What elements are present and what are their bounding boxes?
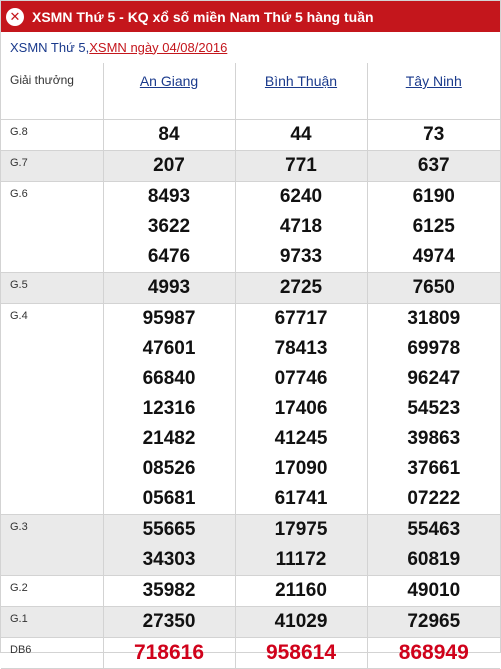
prize-number: 8493: [147, 186, 191, 207]
prize-number: 17406: [274, 398, 328, 419]
result-cell: [103, 304, 235, 515]
result-cell: [235, 151, 367, 182]
prize-number: 37661: [407, 458, 461, 479]
prize-number: 3622: [147, 216, 191, 237]
prize-number: 17090: [274, 458, 328, 479]
table-row: [1, 120, 500, 151]
result-cell: [367, 576, 500, 607]
result-cell: [103, 638, 235, 669]
table-row: [1, 515, 500, 576]
prize-label: G.5: [1, 273, 103, 304]
prize-number: 95987: [142, 308, 196, 329]
result-cell: [103, 120, 235, 151]
prize-label: G.1: [1, 607, 103, 638]
table-row: [1, 151, 500, 182]
prize-number: 4993: [147, 277, 191, 298]
prize-number: 67717: [274, 308, 328, 329]
prize-number: 55665: [142, 519, 196, 540]
prize-label: G.2: [1, 576, 103, 607]
subheader-prefix: XSMN Thứ 5,: [10, 39, 90, 55]
prize-label: DB6: [1, 638, 103, 669]
result-cell: [367, 638, 500, 669]
prize-number: 44: [290, 124, 312, 145]
prize-number: 207: [153, 155, 185, 176]
result-cell: [367, 151, 500, 182]
prize-number: 05681: [142, 488, 196, 509]
result-cell: [235, 515, 367, 576]
lottery-x-logo-icon: ✕: [6, 8, 24, 26]
prize-number: 27350: [142, 611, 196, 632]
prize-number: 41245: [274, 428, 328, 449]
prize-number: 35982: [142, 580, 196, 601]
result-cell: [367, 273, 500, 304]
prize-label: G.3: [1, 515, 103, 576]
province-header-2: [367, 63, 500, 120]
table-row: [1, 576, 500, 607]
result-cell: [367, 182, 500, 273]
table-row: [1, 304, 500, 515]
prize-number: 55463: [407, 519, 461, 540]
prize-number: 61741: [274, 488, 328, 509]
panel-header: [1, 1, 500, 32]
result-cell: [367, 304, 500, 515]
result-cell: [235, 304, 367, 515]
prize-column-header: Giải thưởng: [1, 63, 103, 120]
prize-number: 07746: [274, 368, 328, 389]
prize-number: 41029: [274, 611, 328, 632]
province-link-binh-thuan[interactable]: Bình Thuận: [264, 73, 338, 89]
province-link-an-giang[interactable]: An Giang: [139, 73, 199, 89]
prize-number: 39863: [407, 428, 461, 449]
prize-number: 6190: [412, 186, 455, 207]
results-table: [1, 63, 500, 669]
province-header-0: [103, 63, 235, 120]
prize-number: 69978: [407, 338, 461, 359]
prize-number: 6476: [147, 246, 191, 267]
prize-number: 771: [285, 155, 317, 176]
prize-number: 84: [158, 124, 180, 145]
result-cell: [103, 515, 235, 576]
prize-number: 49010: [407, 580, 461, 601]
prize-number: 72965: [407, 611, 461, 632]
prize-number: 9733: [279, 246, 323, 267]
prize-label: G.6: [1, 182, 103, 273]
prize-number: 31809: [407, 308, 461, 329]
prize-number: 07222: [407, 488, 461, 509]
table-row: [1, 638, 500, 669]
prize-number: 34303: [142, 549, 196, 570]
result-cell: [367, 120, 500, 151]
table-row: [1, 273, 500, 304]
prize-number: 4718: [279, 216, 323, 237]
special-prize-number: 868949: [398, 641, 469, 664]
result-cell: [235, 638, 367, 669]
special-prize-number: 958614: [265, 641, 337, 664]
province-link-tay-ninh[interactable]: Tây Ninh: [405, 73, 462, 89]
special-prize-number: 718616: [133, 641, 205, 664]
prize-number: 21482: [142, 428, 196, 449]
prize-number: 96247: [407, 368, 461, 389]
province-header-1: [235, 63, 367, 120]
prize-number: 17975: [274, 519, 328, 540]
prize-label: G.8: [1, 120, 103, 151]
xsmn-link[interactable]: XSMN ngày 04/08/2016: [89, 39, 228, 55]
prize-number: 54523: [407, 398, 461, 419]
result-cell: [367, 607, 500, 638]
result-cell: [103, 576, 235, 607]
result-cell: [103, 273, 235, 304]
result-cell: [235, 576, 367, 607]
prize-label: G.7: [1, 151, 103, 182]
result-cell: [367, 515, 500, 576]
table-row: [1, 182, 500, 273]
result-cell: [235, 182, 367, 273]
prize-number: 2725: [279, 277, 323, 298]
prize-number: 11172: [275, 549, 327, 570]
prize-number: 6125: [412, 216, 455, 237]
prize-number: 7650: [412, 277, 455, 298]
prize-number: 47601: [142, 338, 196, 359]
result-cell: [235, 607, 367, 638]
prize-number: 78413: [274, 338, 328, 359]
prize-number: 73: [423, 124, 445, 145]
result-cell: [103, 607, 235, 638]
prize-number: 21160: [275, 580, 327, 601]
result-cell: [235, 120, 367, 151]
prize-number: 60819: [407, 549, 461, 570]
result-cell: [235, 273, 367, 304]
prize-label: G.4: [1, 304, 103, 515]
prize-number: 4974: [412, 246, 455, 267]
table-header-row: [1, 63, 500, 120]
prize-number: 08526: [142, 458, 196, 479]
result-cell: [103, 182, 235, 273]
panel-title: XSMN Thứ 5 - KQ xổ số miền Nam Thứ 5 hàng tuần: [32, 8, 374, 25]
prize-number: 66840: [142, 368, 196, 389]
prize-number: 637: [417, 155, 450, 176]
result-cell: [103, 151, 235, 182]
prize-number: 6240: [279, 186, 323, 207]
prize-number: 12316: [142, 398, 196, 419]
subheader: [1, 32, 500, 62]
table-row: [1, 607, 500, 638]
